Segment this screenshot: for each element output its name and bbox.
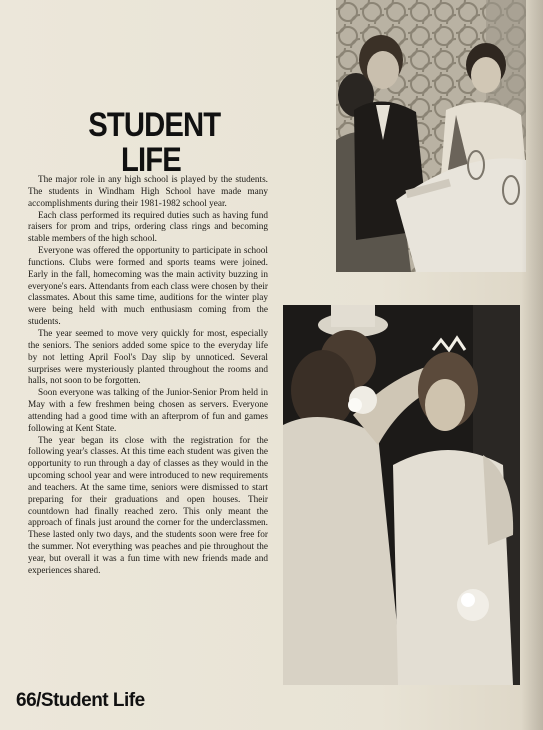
paragraph: Everyone was offered the opportunity to participate in school functions. Clubs were formed and sports teams were joined. Early in the fall, homecoming was the main activity buzzing in everyone's ears. Attendants from each class were chosen by their classmates. About this same time, auditions for the winter play were being held with much enthusiasm coming from the students. (28, 246, 268, 328)
prom-crowning-illustration (283, 305, 520, 685)
paragraph: Each class performed its required duties such as having fund raisers for prom and trips, ordering class rings and becoming stable members of the high school. (28, 210, 268, 245)
title-line-student: STUDENT (88, 106, 221, 144)
paragraph: The major role in any high school is played by the students. The students in Windham High School have made many accomplishments during their 1981-1982 school year. (28, 175, 268, 209)
prom-crowning-photo (283, 305, 520, 685)
page-title (78, 108, 224, 178)
paragraph: The year began its close with the registration for the following year's classes. At this time each student was given the opportunity to run through a day of classes as they would in the upcoming school year and were introduced to new requirements and teachers. At the same time, seniors were dismissed to start preparing for their graduations and open houses. Their countdown had finally reached zero. This only meant the approach of finals just around the corner for the underclassmen. These lasted only two days, and the students soon were free for the summer. Not everything was peaches and pie throughout the year, but overall it was a fun time with new friends made and experiences shared. (28, 435, 268, 576)
title-line-life: LIFE (121, 141, 181, 179)
binding-shadow (521, 0, 543, 730)
prom-dinner-photo (336, 0, 526, 272)
paragraph: The year seemed to move very quickly for most, especially the seniors. The seniors added some spice to the everyday life by not letting April Fool's Day slip by unnoticed. Several surprises were mysteriously planted throughout the rooms and halls, not soon to be forgotten. (28, 328, 268, 387)
page-footer: 66/Student Life (16, 690, 145, 711)
paragraph: Soon everyone was talking of the Junior-Senior Prom held in May with a few freshmen being chosen as servers. Everyone attending had a good time with an afterprom of fun and games following at Kent State. (28, 388, 268, 434)
article-body (28, 175, 268, 578)
prom-dinner-illustration (336, 0, 526, 272)
